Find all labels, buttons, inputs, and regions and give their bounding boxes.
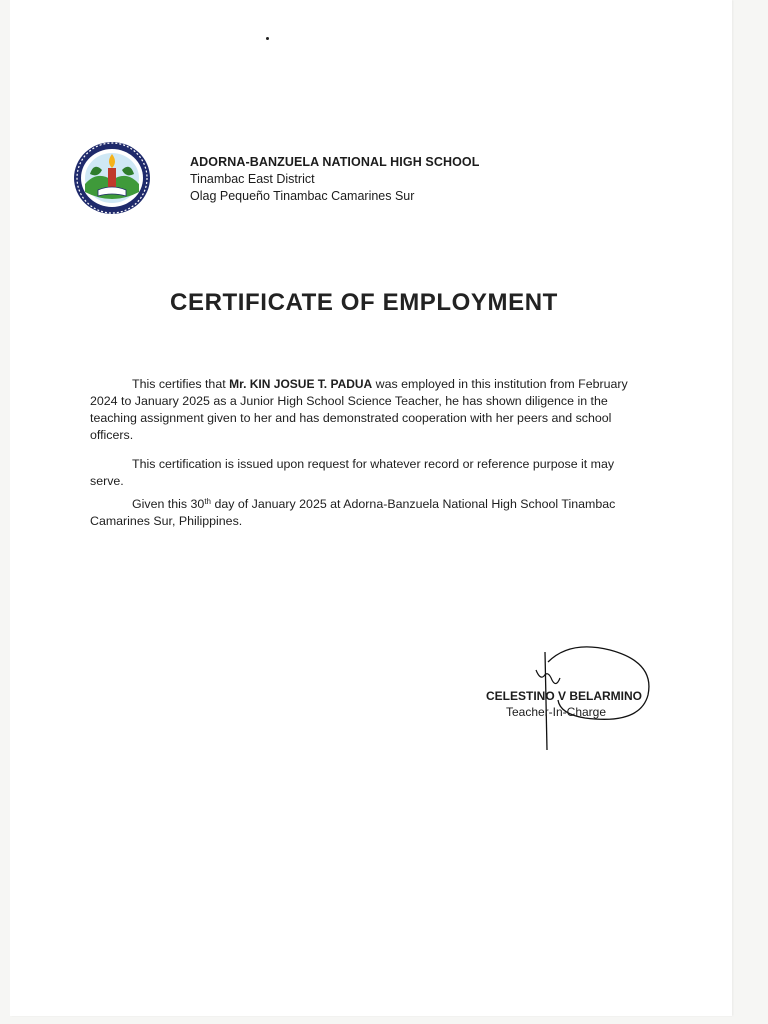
paragraph1-body: was employed in this institution from February 2024 to January 2025 as a Junior High School Science Teacher, he has shown diligence in the teaching assignment given to her and has demonstrated cooperation with her peers and school officers. (90, 377, 628, 442)
employee-name: Mr. KIN JOSUE T. PADUA (229, 377, 373, 391)
school-name: ADORNA-BANZUELA NATIONAL HIGH SCHOOL (190, 155, 480, 169)
purpose-text: This certification is issued upon request for whatever record or reference purpose it may serve. (90, 457, 615, 488)
issuance-day: Given this 30 (132, 497, 205, 511)
certification-paragraph (90, 376, 650, 444)
issuance-day-suffix: th (204, 497, 211, 506)
paragraph1-intro: This certifies that (132, 377, 230, 391)
issuance-paragraph (90, 496, 650, 530)
school-district: Tinambac East District (190, 172, 315, 186)
signatory-title: Teacher-In-Charge (505, 705, 607, 719)
certificate-title: CERTIFICATE OF EMPLOYMENT (170, 289, 558, 316)
signatory-block (486, 688, 646, 720)
school-header (190, 154, 479, 205)
purpose-paragraph (90, 456, 650, 490)
school-seal-icon (72, 140, 152, 216)
school-address: Olag Pequeño Tinambac Camarines Sur (190, 189, 415, 203)
signatory-name: CELESTINO V BELARMINO (486, 689, 643, 703)
scan-speck (266, 37, 269, 40)
issuance-text: day of January 2025 at Adorna-Banzuela National High School Tinambac Camarines Sur, Philippines. (90, 497, 616, 528)
